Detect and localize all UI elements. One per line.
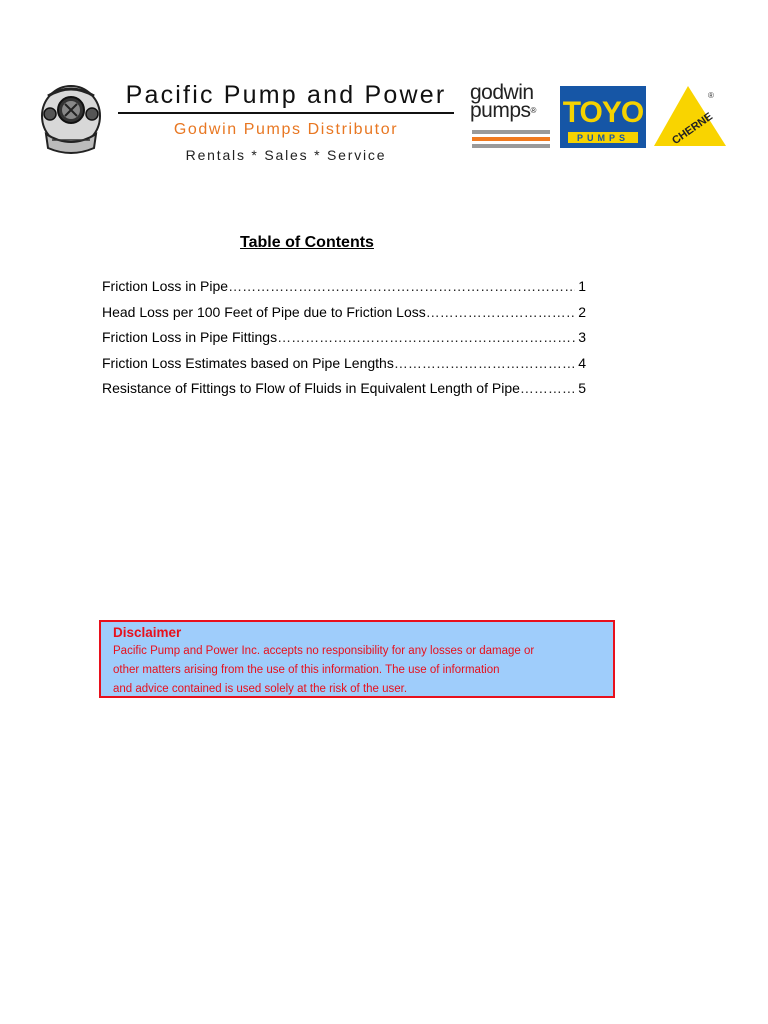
godwin-pumps-logo-icon: [470, 81, 554, 154]
disclaimer-line: other matters arising from the use of this information. The use of information: [113, 664, 500, 676]
company-name: Pacific Pump and Power: [125, 81, 447, 109]
toc-entry-label: Friction Loss Estimates based on Pipe Lengths: [102, 354, 394, 371]
toc-entry-page: 3: [578, 329, 586, 345]
toc-leader-dots: [520, 380, 575, 396]
toc-title: Table of Contents: [240, 234, 374, 251]
distributor-tagline: Godwin Pumps Distributor: [173, 121, 399, 138]
services-tagline: Rentals * Sales * Service: [185, 147, 387, 163]
toc-entry-page: 2: [578, 303, 586, 320]
disclaimer-line: and advice contained is used solely at the risk of the user.: [113, 683, 408, 695]
toc-leader-dots: [426, 304, 575, 320]
toc-entry-page: 5: [578, 380, 586, 396]
cherne-logo-reg: ®: [708, 91, 714, 100]
toyo-logo-text: TOYO: [562, 96, 644, 129]
toc-entry[interactable]: [102, 355, 586, 381]
godwin-logo-bars: [472, 130, 550, 151]
toc-entry-label: Head Loss per 100 Feet of Pipe due to Friction Loss: [102, 303, 426, 320]
toyo-pumps-logo-icon: [560, 86, 646, 148]
disclaimer-line: Pacific Pump and Power Inc. accepts no responsibility for any losses or damage or: [113, 645, 535, 657]
diving-helmet-logo-icon: [36, 80, 106, 156]
company-title-block: [118, 80, 454, 164]
toc-entry[interactable]: [102, 329, 586, 355]
toc-leader-dots: [228, 278, 575, 294]
disclaimer-box: [99, 620, 615, 698]
table-of-contents: [102, 278, 586, 406]
toc-leader-dots: [277, 329, 575, 345]
toc-entry-label: Friction Loss in Pipe Fittings: [102, 329, 278, 345]
toc-leader-dots: [394, 355, 575, 371]
disclaimer-heading: Disclaimer: [113, 625, 182, 640]
toc-entry[interactable]: [102, 380, 586, 406]
godwin-logo-word-2-wrap: [470, 99, 554, 122]
godwin-logo-word-2: pumps: [470, 99, 531, 122]
godwin-logo-word-1: godwin: [470, 81, 534, 104]
toc-entry-label: Resistance of Fittings to Flow of Fluids in Equivalent Length of Pipe: [102, 380, 520, 396]
toc-entry-page: 4: [578, 354, 586, 371]
toc-entry[interactable]: [102, 304, 586, 330]
title-divider: [118, 112, 454, 114]
godwin-logo-tm: ®: [530, 106, 536, 115]
toc-entry[interactable]: [102, 278, 586, 304]
toc-entry-page: 1: [578, 278, 586, 294]
toyo-logo-sub: PUMPS: [576, 133, 630, 143]
cherne-logo-icon: [652, 84, 730, 148]
cherne-logo-text: CHERNE: [670, 110, 716, 148]
toc-entry-label: Friction Loss in Pipe: [102, 278, 229, 294]
